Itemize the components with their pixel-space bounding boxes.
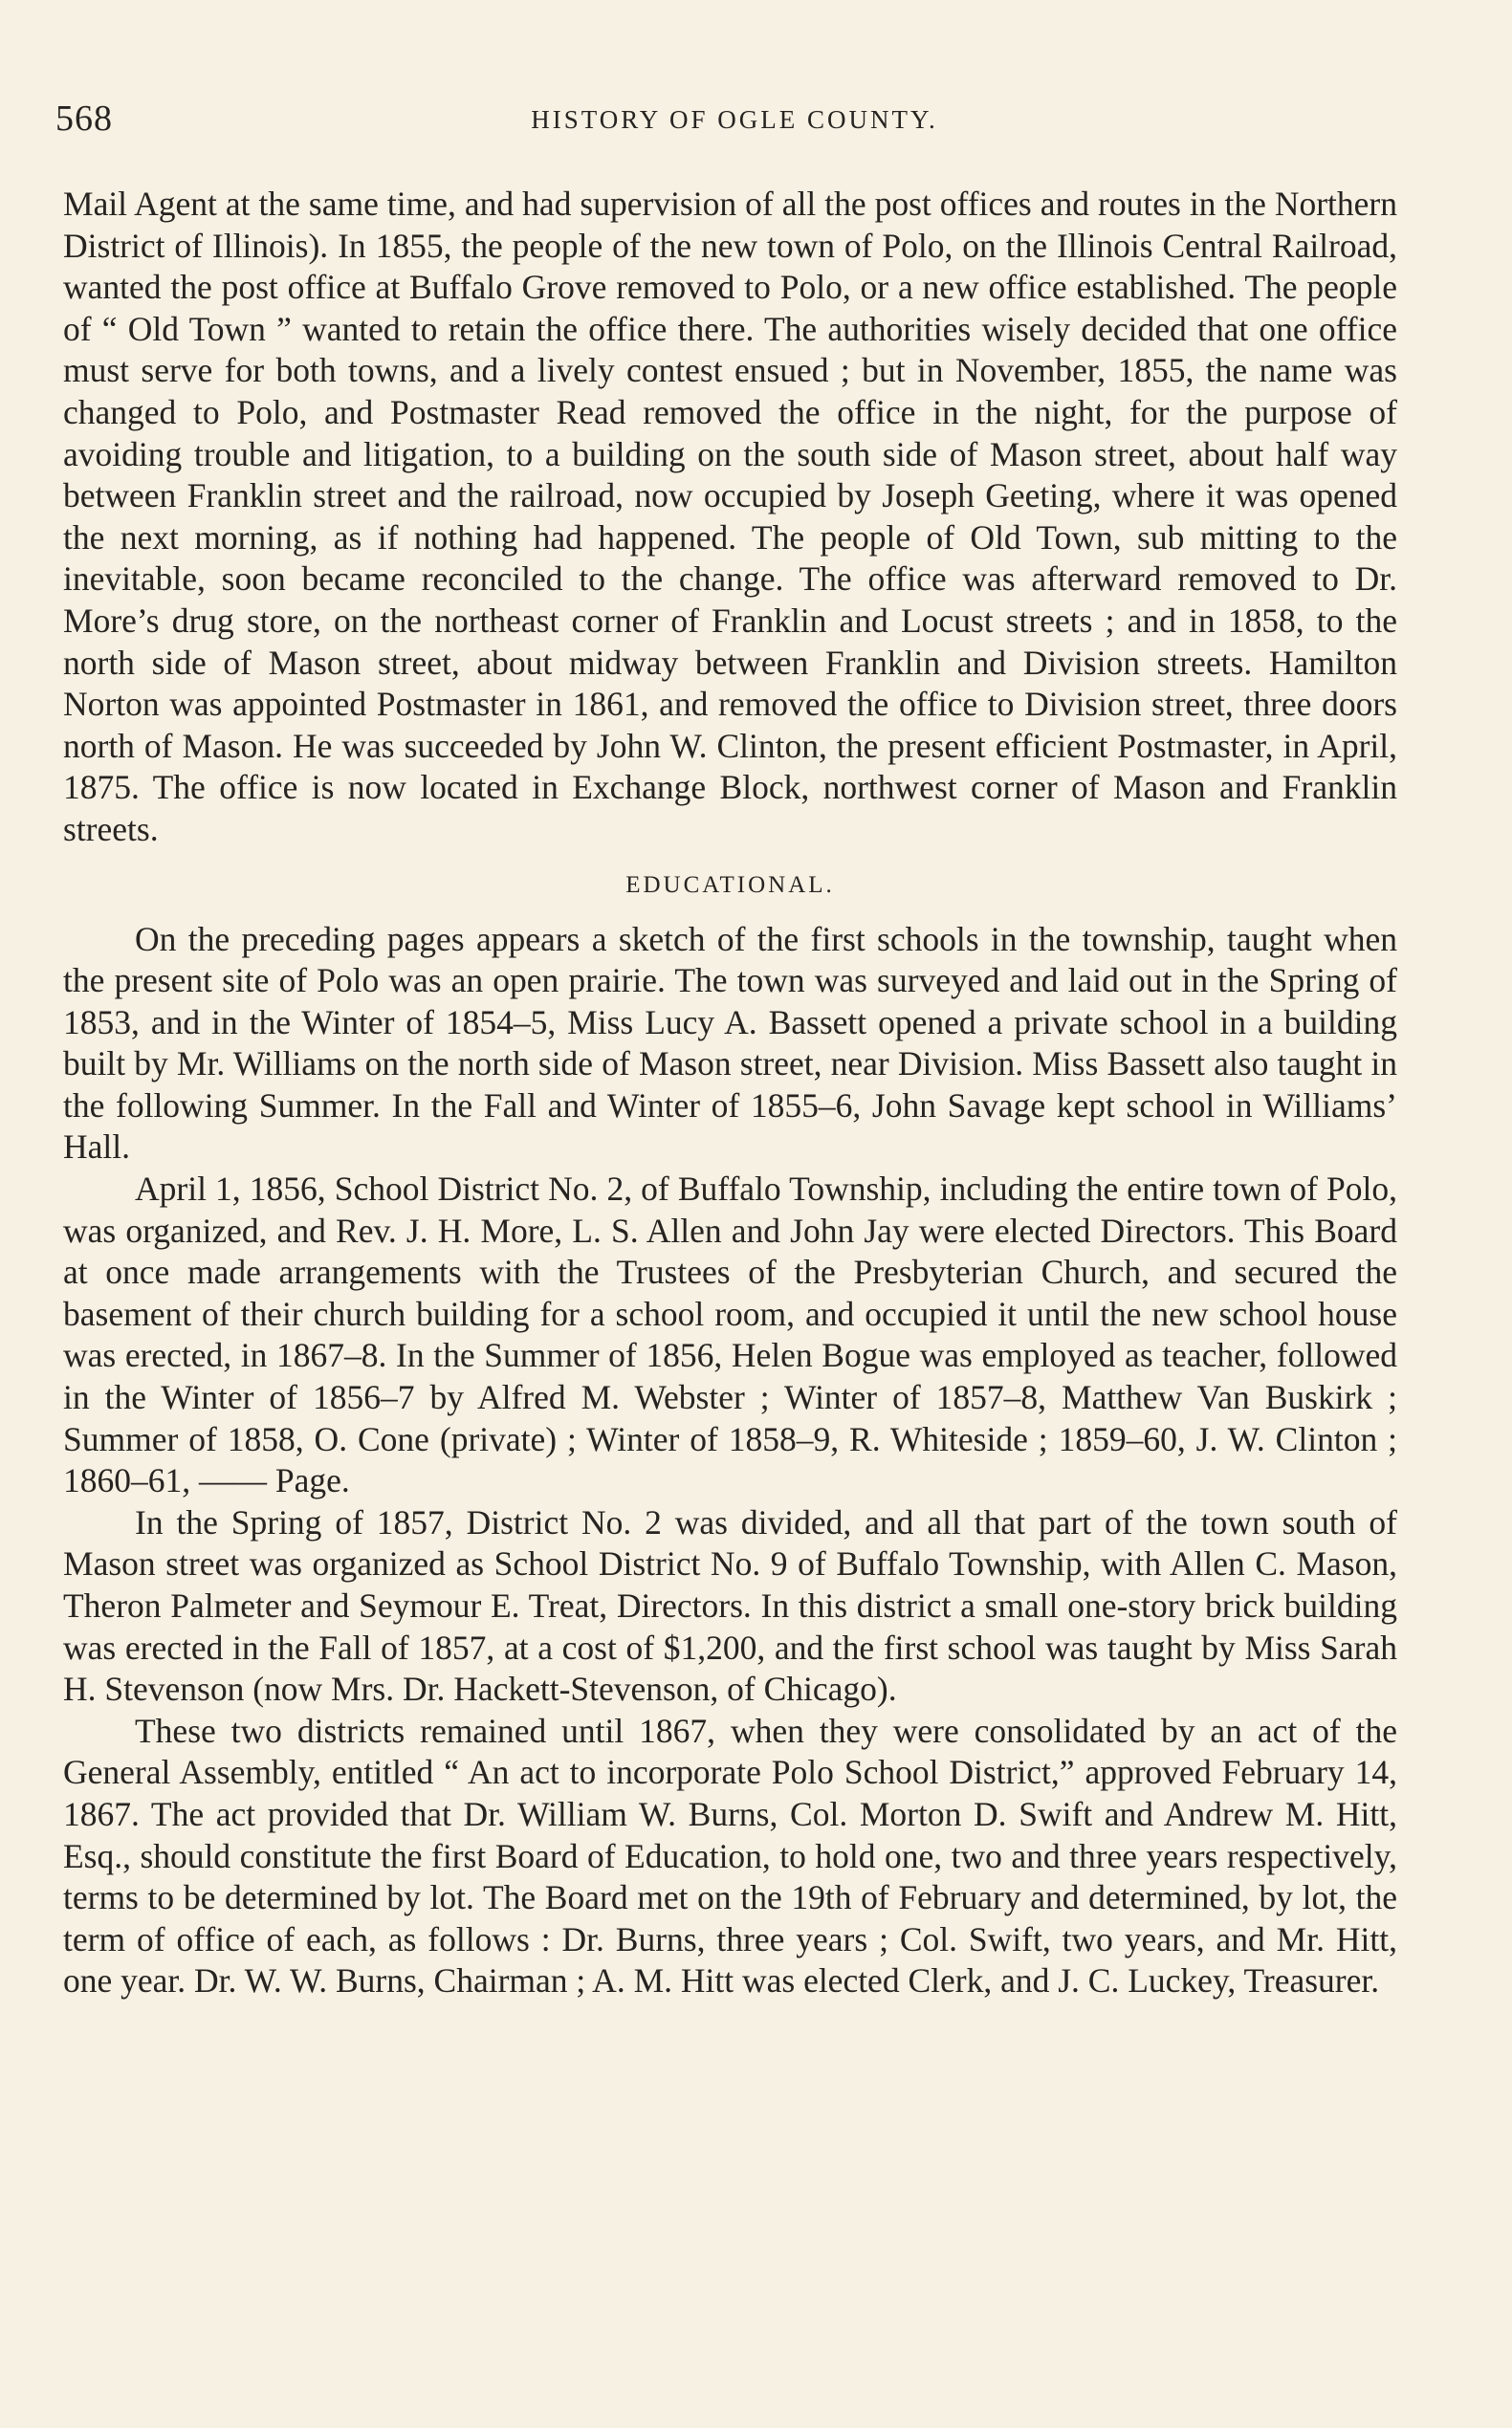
paragraph-district-two: April 1, 1856, School District No. 2, of Buffalo Township, including the entire town of Polo, was organized, and Rev. J. H. More, L. S. Allen and John Jay were elected Directors. This Board at once made arrangements with the Trustees of the Presbyterian Church, and secured the basement of their church building for a school room, and occupied it until the new school house was erected, in 1867–8. In the Summer of 1856, Helen Bogue was employed as teacher, followed in the Winter of 1856–7 by Alfred M. Webster ; Winter of 1857–8, Matthew Van Buskirk ; Summer of 1858, O. Cone (private) ; Winter of 1858–9, R. Whiteside ; 1859–60, J. W. Clinton ; 1860–61, —— Page.	[63, 1170, 1397, 1500]
page-header	[55, 98, 1413, 145]
section-heading-educational: EDUCATIONAL.	[625, 871, 835, 898]
paragraph-district-nine: In the Spring of 1857, District No. 2 was divided, and all that part of the town south of Mason street was organized as School District No. 9 of Buffalo Township, with Allen C. Mason, Theron Palmeter and Seymour E. Treat, Directors. In this district a small one-story brick building was erected in the Fall of 1857, at a cost of $1,200, and the first school was taught by Miss Sarah H. Stevenson (now Mrs. Dr. Hackett-Stevenson, of Chicago).	[63, 1502, 1397, 1709]
running-head: HISTORY OF OGLE COUNTY.	[531, 105, 938, 134]
page-body	[63, 184, 1397, 2002]
page-number: 568	[55, 98, 113, 139]
paragraph-consolidation: These two districts remained until 1867, when they were consolidated by an act of the General Assembly, entitled “ An act to incorporate Polo School District,” approved February 14, 1867. The act provided that Dr. William W. Burns, Col. Morton D. Swift and Andrew M. Hitt, Esq., should constitute the first Board of Education, to hold one, two and three years respectively, terms to be determined by lot. The Board met on the 19th of February and determined, by lot, the term of office of each, as follows : Dr. Burns, three years ; Col. Swift, two years, and Mr. Hitt, one year. Dr. W. W. Burns, Chairman ; A. M. Hitt was elected Clerk, and J. C. Luckey, Treasurer.	[63, 1711, 1397, 2001]
paragraph-early-schools: On the preceding pages appears a sketch of the first schools in the township, taught when the present site of Polo was an open prairie. The town was surveyed and laid out in the Spring of 1853, and in the Winter of 1854–5, Miss Lucy A. Bassett opened a private school in a building built by Mr. Williams on the north side of Mason street, near Division. Miss Bassett also taught in the following Summer. In the Fall and Winter of 1855–6, John Savage kept school in Williams’ Hall.	[63, 919, 1397, 1167]
paragraph-post-office: Mail Agent at the same time, and had supervision of all the post offices and routes in the Northern District of Illinois). In 1855, the people of the new town of Polo, on the Illinois Central Railroad, wanted the post office at Buffalo Grove removed to Polo, or a new office established. The people of “ Old Town ” wanted to retain the office there. The authorities wisely decided that one office must serve for both towns, and a lively contest ensued ; but in November, 1855, the name was changed to Polo, and Postmaster Read removed the office in the night, for the purpose of avoiding trouble and litigation, to a building on the south side of Mason street, about half way between Franklin street and the railroad, now occupied by Joseph Geeting, where it was opened the next morning, as if nothing had happened. The people of Old Town, sub mitting to the inevitable, soon became reconciled to the change. The office was afterward removed to Dr. More’s drug store, on the northeast corner of Franklin and Locust streets ; and in 1858, to the north side of Mason street, about midway between Franklin and Division streets. Hamilton Norton was appointed Postmaster in 1861, and removed the office to Division street, three doors north of Mason. He was succeeded by John W. Clinton, the present efficient Postmaster, in April, 1875. The office is now located in Exchange Block, northwest corner of Mason and Franklin streets.	[63, 185, 1397, 848]
